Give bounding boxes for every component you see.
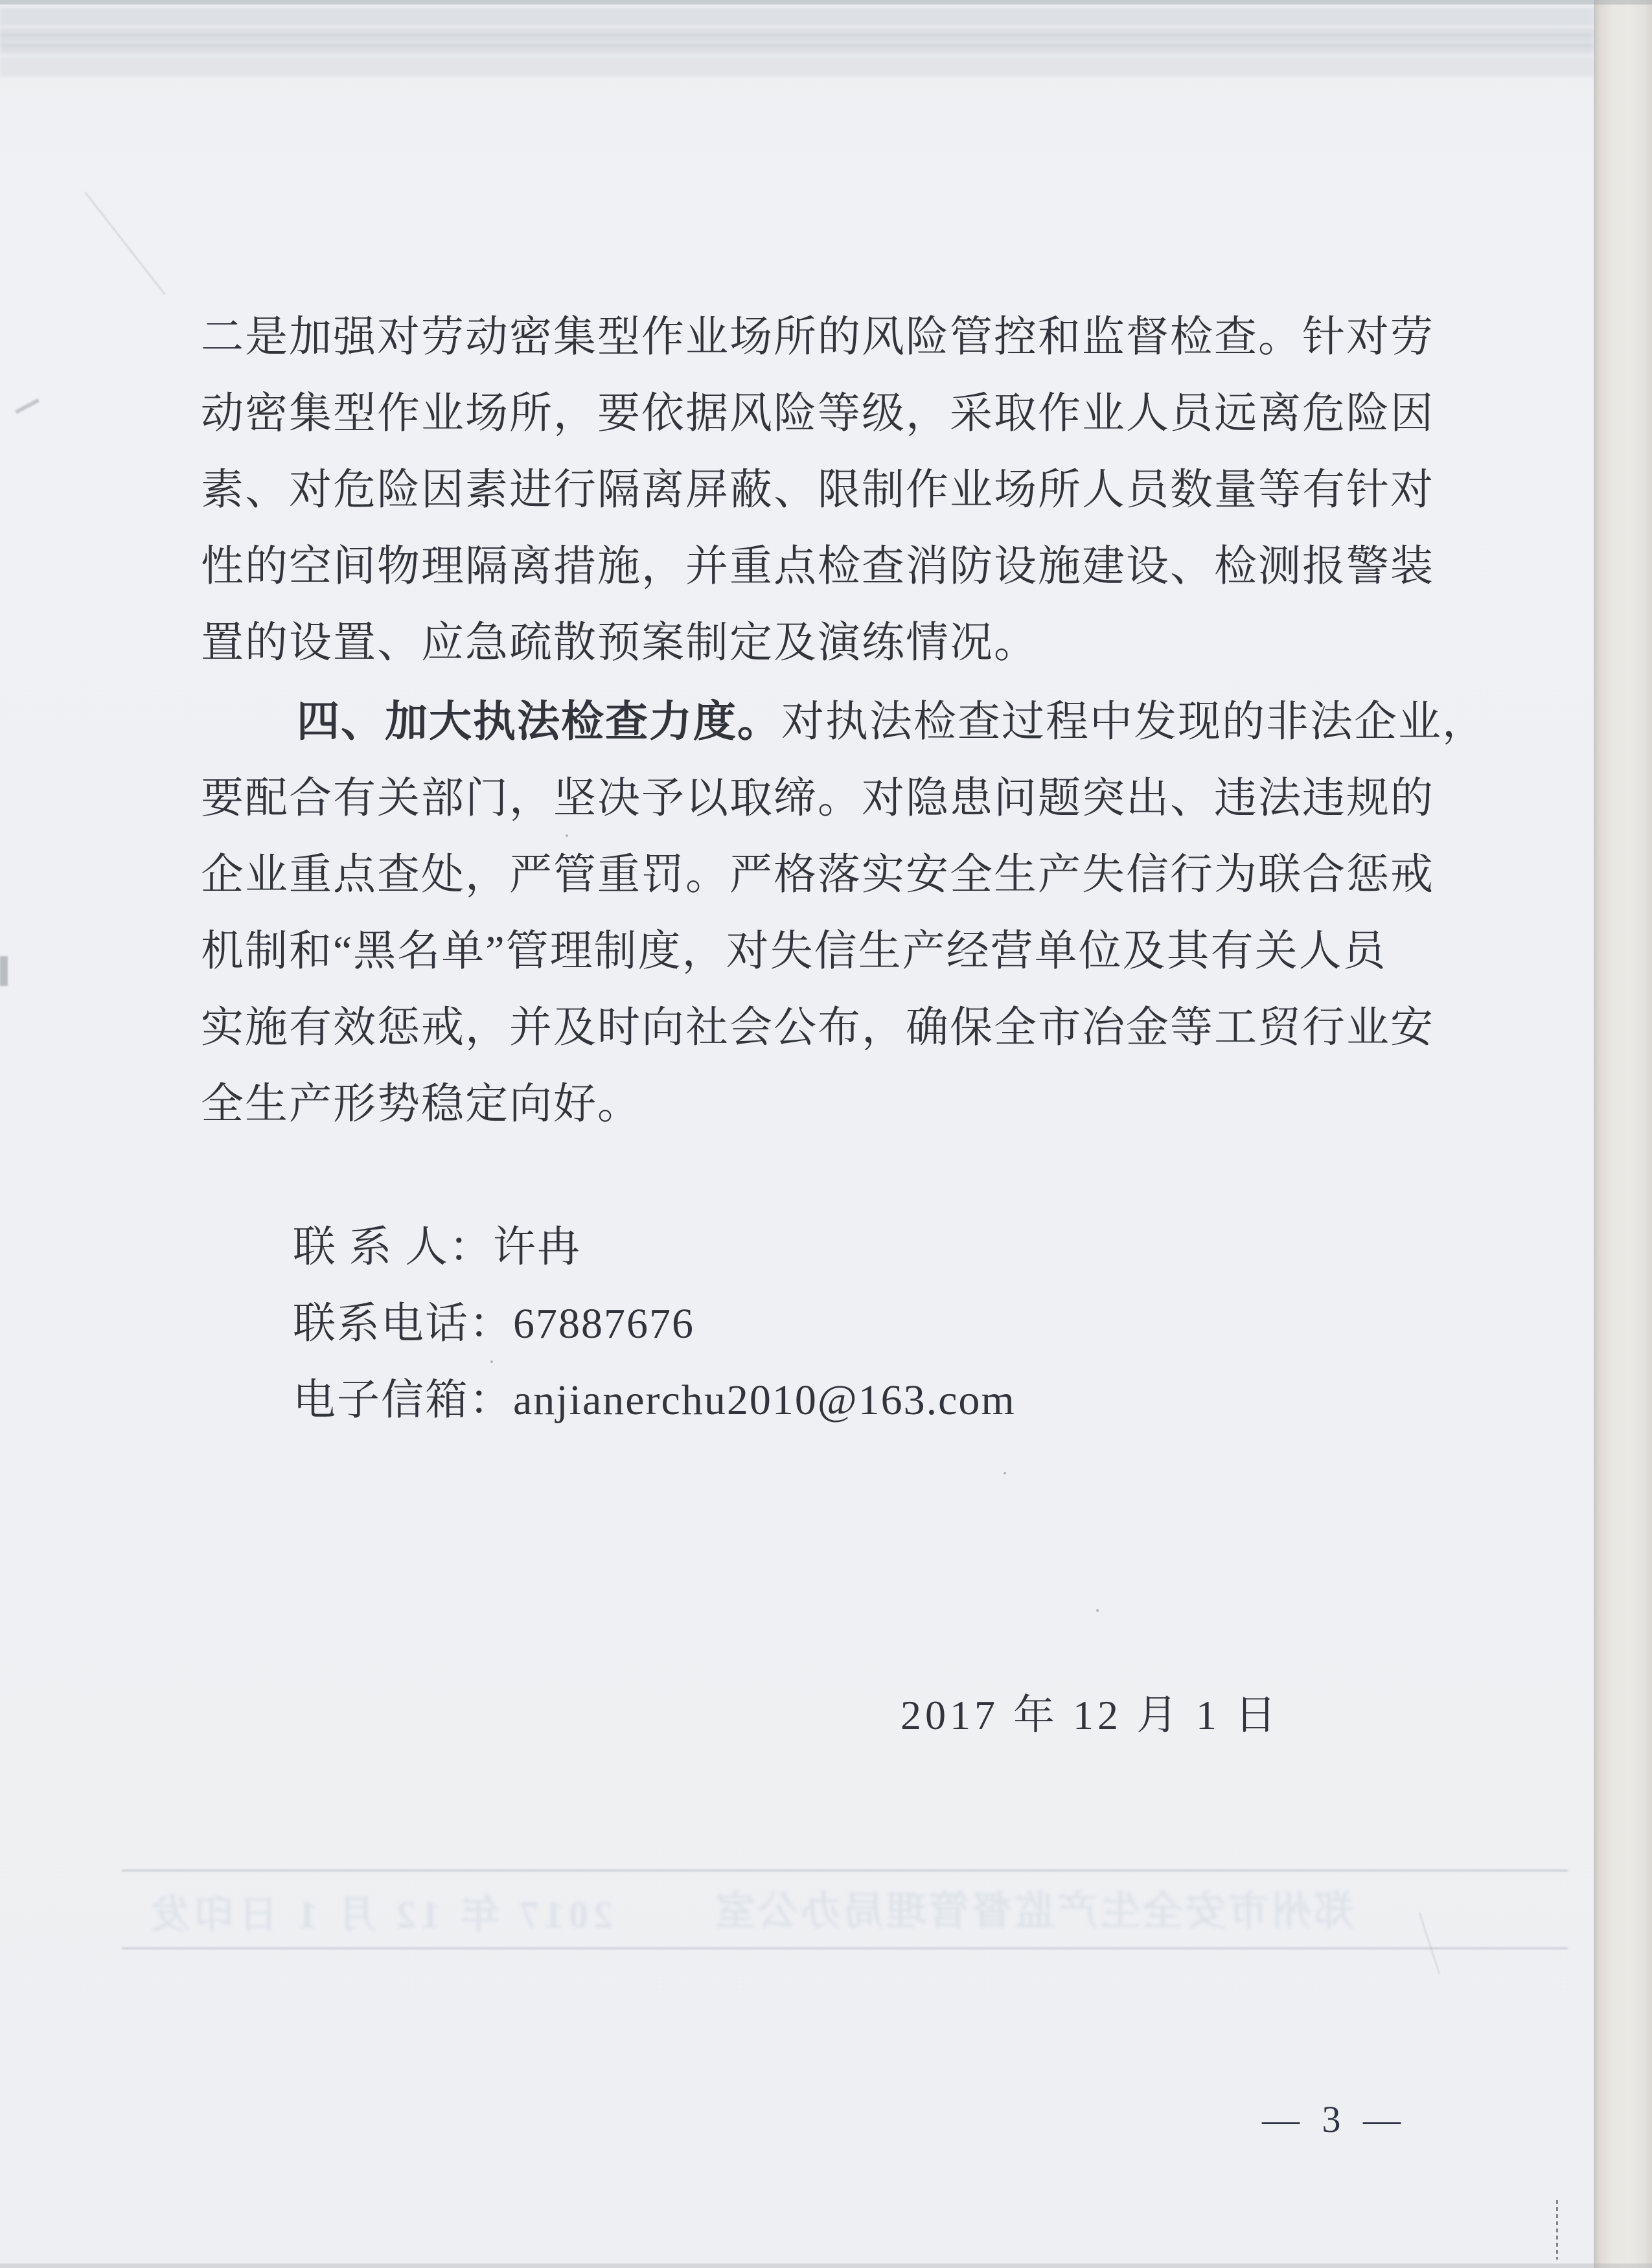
body-line: 置的设置、应急疏散预案制定及演练情况。 bbox=[201, 619, 1038, 667]
body-line: 动密集型作业场所，要依据风险等级，采取作业人员远离危险因 bbox=[201, 390, 1434, 437]
bleedthrough-rule-top bbox=[122, 1870, 1568, 1872]
scan-bottom-edge-shadow bbox=[0, 2263, 1652, 2268]
body-line: 全生产形势稳定向好。 bbox=[201, 1081, 641, 1128]
paper-speck bbox=[1096, 1609, 1099, 1612]
body-line: 企业重点查处，严管重罚。严格落实安全生产失信行为联合惩戒 bbox=[201, 851, 1434, 899]
contact-phone-label: 联系电话： bbox=[293, 1300, 513, 1347]
paper-crease-mark bbox=[1419, 1912, 1440, 1975]
paragraph-risk-control bbox=[201, 299, 1442, 682]
document-date: 2017 年 12 月 1 日 bbox=[901, 1692, 1280, 1738]
contact-block bbox=[293, 1209, 1016, 1439]
contact-email-label: 电子信箱： bbox=[293, 1377, 513, 1424]
scanner-edge-strip bbox=[1594, 0, 1652, 2268]
bleedthrough-office-name: 郑州市安全生产监督管理局办公室 bbox=[713, 1890, 1355, 1934]
body-line bbox=[201, 684, 1486, 761]
contact-name-value: 许冉 bbox=[493, 1224, 581, 1271]
bleedthrough-rule-bottom bbox=[122, 1947, 1568, 1949]
body-line: 二是加强对劳动密集型作业场所的风险管控和监督检查。针对劳 bbox=[201, 314, 1434, 361]
contact-phone-value: 67887676 bbox=[513, 1300, 694, 1347]
scan-top-edge-shadow bbox=[0, 0, 1652, 5]
body-line-rest: 对执法检查过程中发现的非法企业， bbox=[781, 698, 1486, 746]
contact-name-row bbox=[293, 1209, 1016, 1286]
scan-streak-artifact bbox=[0, 29, 1594, 54]
paper-edge-smudge bbox=[0, 956, 8, 986]
scan-streak-artifact bbox=[0, 57, 1594, 76]
scan-dash-artifact bbox=[1556, 2200, 1558, 2260]
body-line: 素、对危险因素进行隔离屏蔽、限制作业场所人员数量等有针对 bbox=[201, 466, 1434, 514]
paper-smudge-mark bbox=[15, 398, 40, 414]
contact-name-label: 联 系 人： bbox=[293, 1224, 493, 1271]
paragraph-enforcement bbox=[201, 684, 1486, 1143]
body-line: 机制和“黑名单”管理制度，对失信生产经营单位及其有关人员 bbox=[201, 928, 1387, 975]
body-line: 性的空间物理隔离措施，并重点检查消防设施建设、检测报警装 bbox=[201, 543, 1434, 590]
contact-email-row bbox=[293, 1362, 1016, 1439]
scan-streak-artifact bbox=[0, 8, 1594, 26]
paper-crease-mark bbox=[84, 192, 165, 295]
body-line: 要配合有关部门，坚决予以取缔。对隐患问题突出、违法违规的 bbox=[201, 775, 1434, 822]
bleedthrough-print-date: 2017 年 12 月 1 日印发 bbox=[146, 1894, 613, 1936]
body-line: 实施有效惩戒，并及时向社会公布，确保全市冶金等工贸行业安 bbox=[201, 1004, 1434, 1051]
section-heading: 四、加大执法检查力度。 bbox=[297, 698, 781, 746]
paper-speck bbox=[1004, 1472, 1006, 1474]
page-number: — 3 — bbox=[1262, 2098, 1407, 2140]
contact-email-value: anjianerchu2010@163.com bbox=[513, 1377, 1016, 1424]
contact-phone-row bbox=[293, 1286, 1016, 1362]
